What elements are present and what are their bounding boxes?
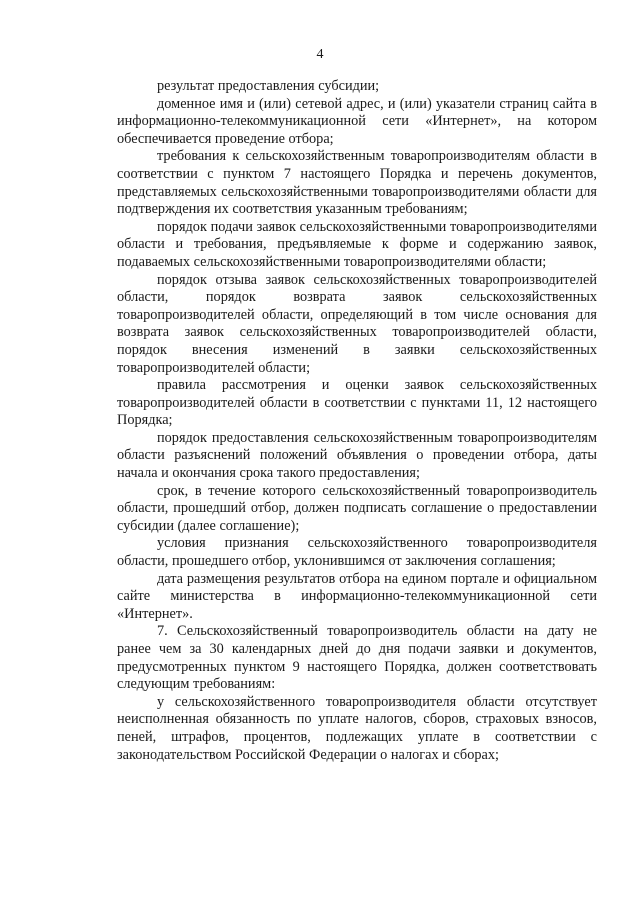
paragraph-evasion-conditions: условия признания сельскохозяйственного товаропроизводителя области, прошедшего отбор, уклонившимся от заключения соглашения; [117,535,597,570]
paragraph-producer-requirements: требования к сельскохозяйственным товаропроизводителям области в соответствии с пунктом 7 настоящего Порядка и перечень документов, представляемых сельскохозяйственными товаропроизводителями области для подтверждения их соответствия указанным требованиям; [117,148,597,218]
paragraph-application-withdrawal: порядок отзыва заявок сельскохозяйственных товаропроизводителей области, порядок возврата заявок сельскохозяйственных товаропроизводителей области, определяющий в том числе основания для возврата заявок сельскохозяйственных товаропроизводителей области, порядок внесения изменений в заявки сельскохозяйственных товаропроизводителей области; [117,271,597,376]
paragraph-agreement-term: срок, в течение которого сельскохозяйственный товаропроизводитель области, прошедший отбор, должен подписать соглашение о предоставлении субсидии (далее соглашение); [117,482,597,534]
paragraph-review-rules: правила рассмотрения и оценки заявок сельскохозяйственных товаропроизводителей области в соответствии с пунктами 11, 12 настоящего Порядка; [117,377,597,429]
paragraph-subsidy-result: результат предоставления субсидии; [157,78,380,94]
document-body [117,78,597,764]
paragraph-application-procedure: порядок подачи заявок сельскохозяйственными товаропроизводителями области и требования, предъявляемые к форме и содержанию заявок, подаваемых сельскохозяйственными товаропроизводителями области; [117,218,597,270]
paragraph-tax-obligations: у сельскохозяйственного товаропроизводителя области отсутствует неисполненная обязанность по уплате налогов, сборов, страховых взносов, пеней, штрафов, процентов, подлежащих уплате в соответствии с законодательством Российской Федерации о налогах и сборах; [117,693,597,763]
paragraph-clause-7: 7. Сельскохозяйственный товаропроизводитель области на дату не ранее чем за 30 календарных дней до дня подачи заявки и документов, предусмотренных пунктом 9 настоящего Порядка, должен соответствовать следующим требованиям: [117,623,597,693]
page-number: 4 [316,47,324,62]
paragraph-results-publication: дата размещения результатов отбора на едином портале и официальном сайте министерства в информационно-телекоммуникационной сети «Интернет». [117,570,597,622]
paragraph-domain-name: доменное имя и (или) сетевой адрес, и (или) указатели страниц сайта в информационно-телекоммуникационной сети «Интернет», на котором обеспечивается проведение отбора; [117,95,597,147]
paragraph-clarifications: порядок предоставления сельскохозяйственным товаропроизводителям области разъяснений положений объявления о проведении отбора, даты начала и окончания срока такого предоставления; [117,429,597,482]
